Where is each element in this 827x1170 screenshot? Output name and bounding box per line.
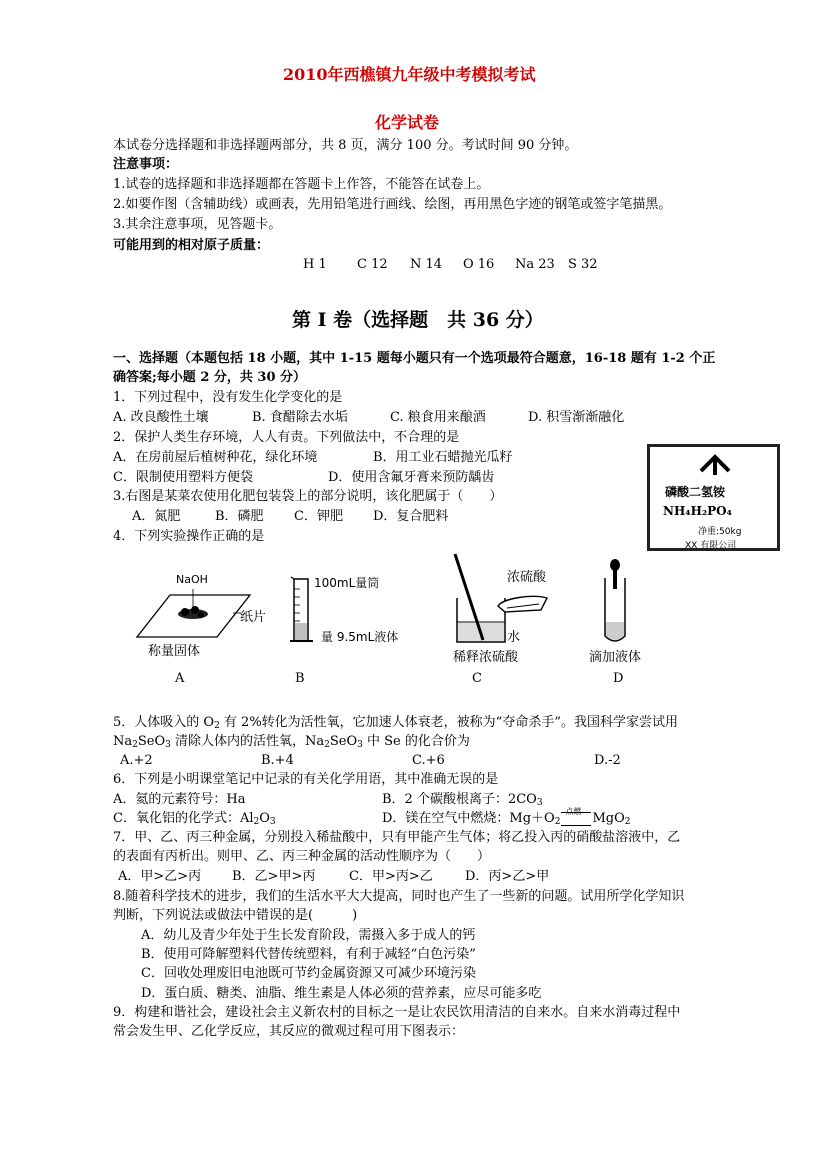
q5-sub: 3 <box>357 740 363 750</box>
q5-text: SeO <box>329 734 358 749</box>
exam-subtitle: 化学试卷 <box>375 113 440 132</box>
q5-sub: 2 <box>132 740 138 750</box>
figure-diluting-acid <box>443 550 553 650</box>
option: D．复合肥料 <box>373 509 449 524</box>
volume-title: 第 I 卷（选择题 共 36 分） <box>292 309 544 331</box>
option: D．丙>乙>甲 <box>465 869 550 884</box>
note-item: 1.试卷的选择题和非选择题都在答题卡上作答，不能答在试卷上。 <box>113 177 490 192</box>
q5-text: 有 2%转化为活性氧，它加速人体衰老，被称为“夺命杀手”。我国科学家尝试用 <box>219 715 678 730</box>
option: C．限制使用塑料方便袋 <box>113 470 253 485</box>
q6-sub: 2 <box>253 817 260 827</box>
fertilizer-formula: NH₄H₂PO₄ <box>663 504 732 518</box>
option: A．甲>乙>丙 <box>118 869 202 884</box>
q6-sub: 2 <box>624 817 631 827</box>
option: B．用工业石蜡抛光瓜籽 <box>373 450 513 465</box>
option: D. 积雪渐渐融化 <box>528 410 625 425</box>
exam-title: 2010年西樵镇九年级中考模拟考试 <box>283 65 536 84</box>
label-paper: 纸片 <box>240 610 267 625</box>
caption-weighing: 称量固体 <box>148 644 201 659</box>
option: B. 食醋除去水垢 <box>252 410 348 425</box>
question-stem: 3.右图是某菜农使用化肥包装袋上的部分说明，该化肥属于（ ） <box>113 489 503 504</box>
q5-sub: 2 <box>214 721 220 731</box>
intro-text: 本试卷分选择题和非选择题两部分，共 8 页，满分 100 分。考试时间 90 分钟。 <box>113 138 578 153</box>
note-item: 3.其余注意事项，见答题卡。 <box>113 217 282 232</box>
figure-letter: B <box>295 671 305 686</box>
atomic-value: O 16 <box>463 257 495 272</box>
atomic-value: C 12 <box>357 257 388 272</box>
question-stem: 判断，下列说法或做法中错误的是( ) <box>113 908 358 923</box>
option <box>382 806 631 828</box>
option <box>382 791 543 809</box>
label-water: 水 <box>507 630 521 645</box>
option: C.+6 <box>412 753 445 768</box>
q6-sub: 3 <box>269 817 276 827</box>
question-stem: 2．保护人类生存环境，人人有责。下列做法中，不合理的是 <box>113 430 460 445</box>
question-stem: 6．下列是小明课堂笔记中记录的有关化学用语，其中准确无误的是 <box>113 772 499 787</box>
question-stem: 常会发生甲、乙化学反应，其反应的微观过程可用下图表示： <box>113 1024 465 1039</box>
option: C．钾肥 <box>294 509 343 524</box>
section-heading: 确答案;每小题 2 分，共 30 分） <box>113 370 307 385</box>
option: A．幼儿及青少年处于生长发育阶段，需摄入多于成人的钙 <box>141 928 476 943</box>
label-cylinder: 100mL量筒 <box>314 576 380 590</box>
atomic-value: Na 23 <box>515 257 555 272</box>
atomic-value: N 14 <box>410 257 443 272</box>
label-conc-acid: 浓硫酸 <box>507 570 547 585</box>
q5-text: 5．人体吸入的 O <box>113 715 215 730</box>
q6-sub: 2 <box>554 817 561 827</box>
reaction-arrow <box>561 806 591 826</box>
figure-letter: D <box>613 671 624 686</box>
notes-heading: 注意事项： <box>113 157 179 172</box>
q6-text: C．氧化铝的化学式：Al <box>113 811 254 826</box>
fertilizer-weight: 净重:50kg <box>698 527 742 537</box>
option: B．乙>甲>丙 <box>232 869 316 884</box>
fertilizer-label <box>647 444 780 551</box>
question-stem <box>113 733 470 751</box>
question-stem: 9．构建和谐社会，建设社会主义新农村的目标之一是让农民饮用清洁的自来水。自来水消毒过程中 <box>113 1005 681 1020</box>
question-stem: 8.随着科学技术的进步，我们的生活水平大大提高，同时也产生了一些新的问题。试用所学化学知识 <box>113 889 685 904</box>
caption-diluting: 稀释浓硫酸 <box>453 650 519 665</box>
q6-text: MgO <box>592 811 625 826</box>
q5-text: Na <box>113 734 133 749</box>
option: D．使用含氟牙膏来预防龋齿 <box>328 470 495 485</box>
question-stem <box>113 714 678 732</box>
option: B．磷肥 <box>215 509 264 524</box>
q6-text: O <box>259 811 270 826</box>
option: B.+4 <box>261 753 294 768</box>
q6-text: D．镁在空气中燃烧：Mg＋O <box>382 811 555 826</box>
q5-text: 清除人体内的活性氧，Na <box>170 734 325 749</box>
option: A．氦的元素符号：Ha <box>113 792 246 807</box>
question-stem: 7．甲、乙、丙三种金属，分别投入稀盐酸中，只有甲能产生气体；将乙投入丙的硝酸盐溶液中，乙 <box>113 830 681 845</box>
question-stem: 的表面有丙析出。则甲、乙、丙三种金属的活动性顺序为（ ） <box>113 849 491 864</box>
fertilizer-company: XX 有限公司 <box>685 541 737 551</box>
arrow-icon <box>695 451 735 477</box>
option: C．回收处理废旧电池既可节约金属资源又可减少环境污染 <box>141 966 476 981</box>
q5-sub: 2 <box>324 740 330 750</box>
atomic-value: S 32 <box>568 257 598 272</box>
figure-letter: C <box>472 671 482 686</box>
option: A．氮肥 <box>132 509 181 524</box>
option: C．甲>丙>乙 <box>349 869 433 884</box>
atomic-value: H 1 <box>303 257 327 272</box>
note-item: 2.如要作图（含辅助线）或画表，先用铅笔进行画线、绘图，再用黑色字迹的钢笔或签字笔描黑。 <box>113 197 672 212</box>
atomic-heading: 可能用到的相对原子质量： <box>113 238 270 253</box>
figure-dropping-liquid <box>597 556 637 646</box>
label-naoh: NaOH <box>176 573 208 586</box>
q6-text: B．2 个碳酸根离子：2CO <box>382 792 537 807</box>
option: B．使用可降解塑料代替传统塑料，有利于减轻“白色污染” <box>141 947 476 962</box>
option: D.-2 <box>594 753 621 768</box>
option: A.+2 <box>120 753 153 768</box>
q5-sub: 3 <box>165 740 171 750</box>
question-stem: 1．下列过程中，没有发生化学变化的是 <box>113 390 343 405</box>
option: C. 粮食用来酿酒 <box>390 410 486 425</box>
option: A．在房前屋后植树种花，绿化环境 <box>113 450 318 465</box>
q5-text: SeO <box>137 734 166 749</box>
question-stem: 4．下列实验操作正确的是 <box>113 529 265 544</box>
option: D．蛋白质、糖类、油脂、维生素是人体必须的营养素，应尽可能多吃 <box>141 986 542 1001</box>
option <box>113 810 276 828</box>
q6-sub: 3 <box>536 798 543 808</box>
caption-dropping: 滴加液体 <box>589 650 642 665</box>
figure-letter: A <box>175 671 185 686</box>
label-volume: 量 9.5mL液体 <box>321 630 399 644</box>
fertilizer-name: 磷酸二氢铵 <box>665 485 726 499</box>
q5-text: 中 Se 的化合价为 <box>362 734 470 749</box>
option: A. 改良酸性土壤 <box>113 410 209 425</box>
condition-label: 点燃 <box>565 806 582 816</box>
section-heading: 一、选择题（本题包括 18 小题，其中 1-15 题每小题只有一个选项最符合题意，16-18 题有 1-2 个正 <box>113 351 716 366</box>
